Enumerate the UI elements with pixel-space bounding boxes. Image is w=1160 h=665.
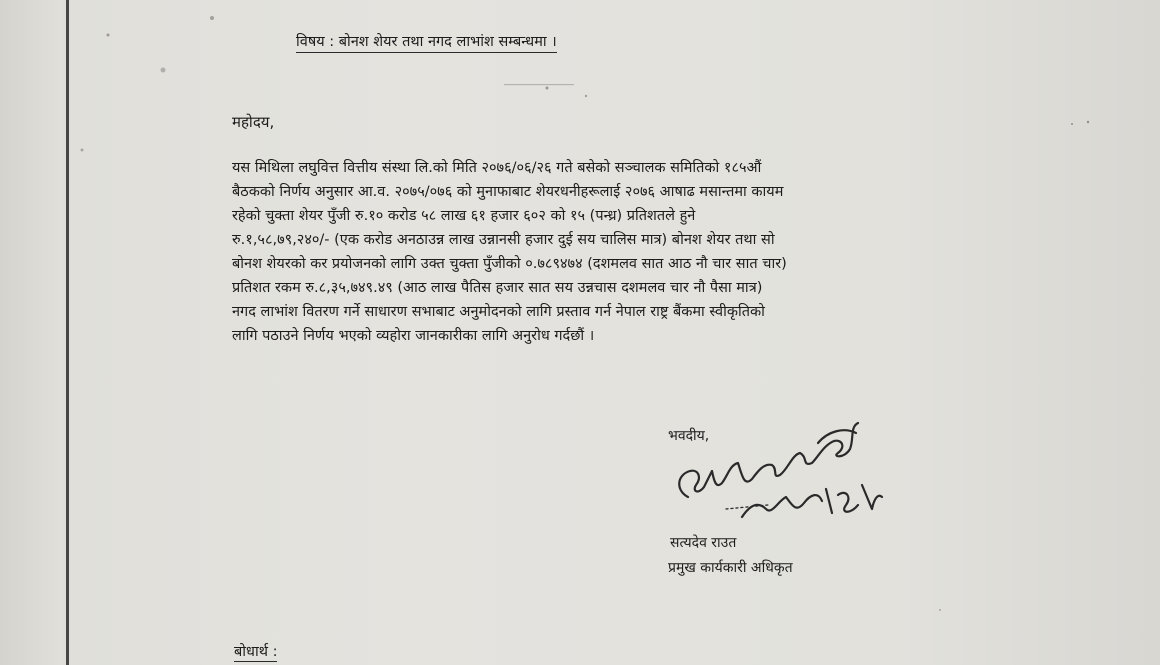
body-line: प्रतिशत रकम रु.८,३५,७४९.४९ (आठ लाख पैतिस हजार सात सय उन्नचास दशमलव चार नौ पैसा मात्र) (232, 280, 763, 296)
handwritten-signature (668, 405, 888, 535)
body-line: बैठकको निर्णय अनुसार आ.व. २०७५/०७६ को मुनाफाबाट शेयरधनीहरूलाई २०७६ आषाढ मसान्तमा कायम (232, 184, 784, 200)
body-line: रहेको चुक्ता शेयर पुँजी रु.१० करोड ५८ लाख ६१ हजार ६०२ को १५ (पन्ध्र) प्रतिशतले हुने (232, 208, 696, 224)
letter-body (232, 156, 907, 348)
closing: भवदीय, (668, 428, 710, 444)
body-line: रु.१,५८,७९,२४०/- (एक करोड अनठाउन्न लाख उन्नानसी हजार दुई सय चालिस मात्र) बोनश शेयर तथा सो (232, 232, 775, 248)
body-line: यस मिथिला लघुवित्त वित्तीय संस्था लि.को मिति २०७६/०६/२६ गते बसेको सञ्चालक समितिको १८५औं (232, 160, 762, 176)
body-line: नगद लाभांश वितरण गर्ने साधारण सभाबाट अनुमोदनको लागि प्रस्ताव गर्न नेपाल राष्ट्र बैंकमा स्वीकृतिको (232, 304, 765, 320)
subject-line: विषय : बोनश शेयर तथा नगद लाभांश सम्बन्धमा । (296, 31, 557, 53)
salutation: महोदय, (232, 113, 275, 131)
body-line: लागि पठाउने निर्णय भएको व्यहोरा जानकारीका लागि अनुरोध गर्दछौं । (232, 328, 595, 344)
cc-label: बोधार्थ : (234, 641, 277, 662)
signer-title: प्रमुख कार्यकारी अधिकृत (668, 560, 793, 576)
signer-name: सत्यदेव राउत (670, 535, 737, 551)
body-line: बोनश शेयरको कर प्रयोजनको लागि उक्त चुक्ता पुँजीको ०.७८९४७४ (दशमलव सात आठ नौ चार सात चार) (232, 256, 787, 272)
